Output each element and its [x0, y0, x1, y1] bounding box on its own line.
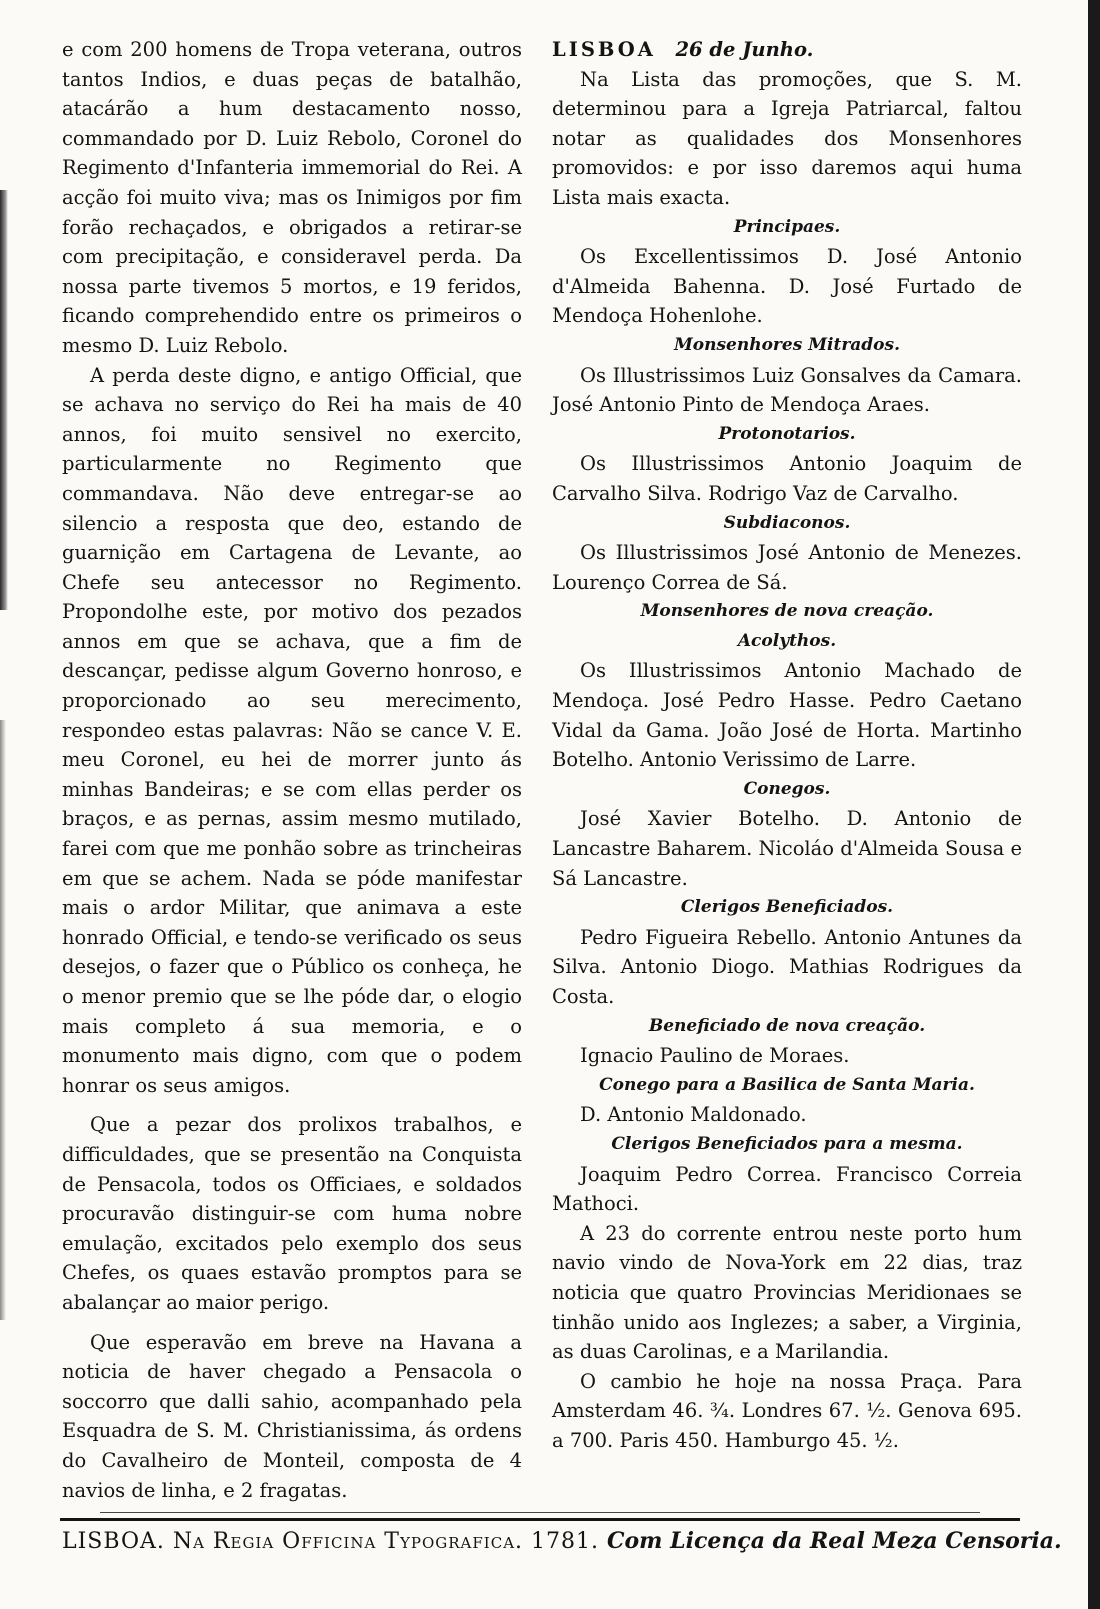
names-list: Ignacio Paulino de Moraes. [580, 1044, 850, 1068]
section-heading: Monsenhores de nova creação. [640, 601, 934, 622]
dateline-city: LISBOA [552, 38, 656, 61]
section-heading: Monsenhores Mitrados. [673, 334, 901, 355]
section-heading: Principaes. [733, 216, 841, 237]
scan-shadow-lower [0, 720, 6, 1320]
scan-border [1088, 0, 1100, 1609]
section-heading: Clerigos Beneficiados. [680, 897, 894, 918]
imprint-line [62, 1528, 1062, 1554]
left-column [62, 35, 522, 1505]
names-list: Os Excellentissimos D. José Antonio d'Almeida Bahenna. D. José Furtado de Mendoça Hohenlohe. [552, 245, 1022, 328]
footer-rule [60, 1518, 1020, 1521]
section-heading: Acolythos. [737, 630, 837, 651]
names-list: José Xavier Botelho. D. Antonio de Lancastre Baharem. Nicoláo d'Almeida Sousa e Sá Lancastre. [552, 807, 1022, 890]
section-heading: Conegos. [743, 778, 831, 799]
names-list: Os Illustrissimos Antonio Machado de Mendoça. José Pedro Hasse. Pedro Caetano Vidal da Gama. João José de Horta. Martinho Botelho. Antonio Verissimo de Larre. [552, 659, 1022, 772]
right-column [552, 35, 1022, 1456]
names-list: Os Illustrissimos Antonio Joaquim de Carvalho Silva. Rodrigo Vaz de Carvalho. [552, 452, 1022, 505]
names-list: Joaquim Pedro Correa. Francisco Correia Mathoci. [552, 1162, 1022, 1216]
scan-shadow [0, 190, 8, 610]
section-heading: Protonotarios. [718, 423, 856, 444]
names-list: Os Illustrissimos Luiz Gonsalves da Camara. José Antonio Pinto de Mendoça Araes. [552, 363, 1022, 417]
section-heading: Beneficiado de nova creação. [648, 1015, 926, 1036]
dateline [552, 35, 1022, 65]
names-list: Pedro Figueira Rebello. Antonio Antunes da Silva. Antonio Diogo. Mathias Rodrigues da Costa. [552, 925, 1022, 1008]
section-heading: Clerigos Beneficiados para a mesma. [611, 1133, 963, 1154]
footer-rule-thin [100, 1512, 980, 1513]
news-paragraph: A 23 do corrente entrou neste porto hum navio vindo de Nova-York em 22 dias, traz noticia que quatro Provincias Meridionaes se tinhão unido aos Inglezes; a saber, a Virginia, as duas Carolinas, e a Marilandia. [552, 1221, 1022, 1364]
section-heading: Conego para a Basilica de Santa Maria. [599, 1074, 975, 1095]
paragraph-officer: A perda deste digno, e antigo Official, que se achava no serviço do Rei ha mais de 40 annos, foi muito sensivel no exercito, particularmente no Regimento que commandava. Não deve entregar-se ao silencio a resposta que deo, estando de guarnição em Cartagena de Levante, ao Chefe seu antecessor no Regimento. Propondolhe este, por motivo dos pezados annos em que se achava, que a fim de descançar, pedisse algum Governo honroso, e proporcionado ao seu merecimento, respondeo estas palavras: Não se cance V. E. meu Coronel, eu hei de morrer junto ás minhas Bandeiras; e se com ellas perder os braços, e as pernas, assim mesmo mutilado, farei com que me ponhão sobre as trincheiras em que se achem. Nada se póde manifestar mais o ardor Militar, que animava a este honrado Official, e tendo-se verificado os seus desejos, o fazer que o Público os conheça, he o menor premio que se lhe póde dar, o elogio mais completo á sua memoria, e o monumento mais digno, com que o podem honrar os seus amigos. [62, 363, 522, 1097]
names-list: D. Antonio Maldonado. [580, 1103, 807, 1127]
names-list: Os Illustrissimos José Antonio de Menezes. Lourenço Correa de Sá. [552, 541, 1022, 594]
imprint-text: LISBOA. Na Regia Officina Typografica. 1781. [62, 1529, 599, 1554]
paragraph-battle: e com 200 homens de Tropa veterana, outros tantos Indios, e duas peças de batalhão, atacárão a hum destacamento nosso, commandado por D. Luiz Rebolo, Coronel do Regimento d'Infanteria immemorial do Rei. A acção foi muito viva; mas os Inimigos por fim forão rechaçados, e obrigados a retirar-se com precipitação, e consideravel perda. Da nossa parte tivemos 5 mortos, e 19 feridos, ficando comprehendido entre os primeiros o mesmo D. Luiz Rebolo. [62, 38, 522, 357]
intro-paragraph: Na Lista das promoções, que S. M. determinou para a Igreja Patriarcal, faltou notar as qualidades dos Monsenhores promovidos: e por isso daremos aqui huma Lista mais exacta. [552, 67, 1022, 209]
licence-text: Com Licença da Real Meza Censoria. [607, 1528, 1062, 1554]
dateline-date: 26 de Junho. [675, 38, 814, 61]
paragraph-havana: Que esperavão em breve na Havana a noticia de haver chegado a Pensacola o soccorro que dalli sahio, acompanhado pela Esquadra de S. M. Christianissima, ás ordens do Cavalheiro de Monteil, composta de 4 navios de linha, e 2 fragatas. [62, 1330, 522, 1502]
section-heading: Subdiaconos. [723, 512, 851, 533]
exchange-rates: O cambio he hoje na nossa Praça. Para Amsterdam 46. ¾. Londres 67. ½. Genova 695. a 700. Paris 450. Hamburgo 45. ½. [552, 1369, 1022, 1452]
paragraph-pensacola: Que a pezar dos prolixos trabalhos, e difficuldades, que se presentão na Conquista de Pensacola, todos os Officiaes, e soldados procuravão distinguir-se com huma nobre emulação, excitados pelo exemplo dos seus Chefes, os quaes estavão promptos para se abalançar ao maior perigo. [62, 1113, 522, 1314]
